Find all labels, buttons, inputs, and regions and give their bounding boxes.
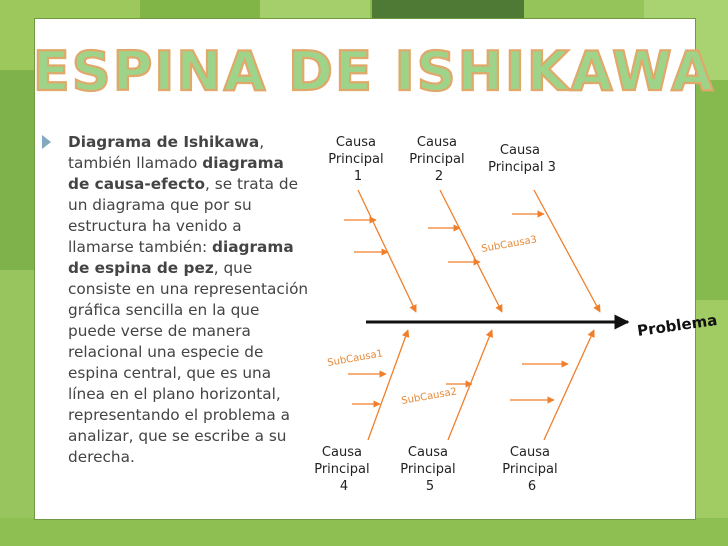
- cause-1-bone: [358, 190, 416, 312]
- fishbone-diagram: [308, 128, 719, 494]
- cause-4-bone: [368, 330, 408, 440]
- cause-5-label: Causa Principal 5: [400, 445, 456, 494]
- bullet-text-part1: , también llamado: [68, 133, 265, 172]
- subcause-2-label: SubCausa2: [400, 386, 458, 407]
- bullet-term-2: diagrama de causa-efecto: [68, 154, 284, 193]
- slide-title-text: ESPINA DE ISHIKAWA: [32, 40, 716, 103]
- bullet-list: [44, 132, 309, 492]
- slide-title: [32, 38, 716, 103]
- problem-label: Problema: [636, 310, 719, 340]
- cause-2-label: Causa Principal 2: [409, 135, 465, 184]
- cause-4-label: Causa Principal 4: [314, 445, 370, 494]
- cause-3-bone: [534, 190, 600, 312]
- bullet-text-part2: , se trata de un diagrama que por su estructura ha venido a llamarse también:: [68, 175, 298, 256]
- cause-6-label: Causa Principal 6: [502, 445, 558, 494]
- cause-3-label: Causa Principal 3: [488, 143, 556, 175]
- bullet-text: [68, 132, 310, 468]
- bullet-term-3: diagrama de espina de pez: [68, 238, 294, 277]
- cause-6-bone: [544, 330, 594, 440]
- subcause-3-label: SubCausa3: [480, 234, 538, 255]
- cause-5-bone: [448, 330, 492, 440]
- bullet-arrow-icon: [42, 135, 51, 149]
- bullet-term: Diagrama de Ishikawa: [68, 133, 260, 151]
- cause-1-label: Causa Principal 1: [328, 135, 384, 184]
- bullet-text-part3: , que consiste en una representación gráfica sencilla en la que puede verse de manera relacional una especie de espina central, que es una línea en el plano horizontal, representando el problema a analizar, que se escribe a su derecha.: [68, 259, 309, 466]
- subcause-1-label: SubCausa1: [326, 348, 384, 369]
